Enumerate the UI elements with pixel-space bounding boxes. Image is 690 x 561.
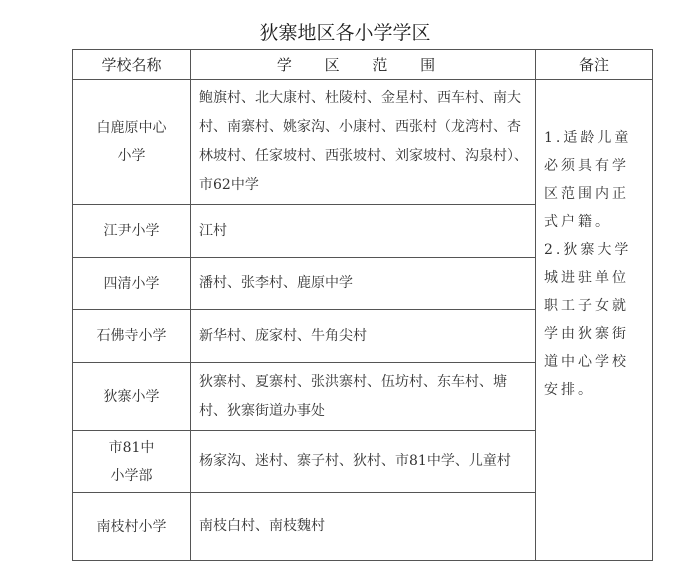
remarks-text	[544, 124, 636, 404]
school-name-line: 南枝村小学	[96, 518, 167, 535]
header-district-range: 学 区 范 围	[191, 50, 536, 80]
header-school-name: 学校名称	[73, 50, 191, 80]
district-range-cell: 杨家沟、迷村、寨子村、狄村、市81中学、儿童村	[191, 431, 536, 493]
school-name-cell	[73, 258, 191, 310]
remark-item-1: 1.适龄儿童必须具有学区范围内正式户籍。	[544, 130, 632, 230]
district-range-cell: 狄寨村、夏寨村、张洪寨村、伍坊村、东车村、塘村、狄寨街道办事处	[191, 363, 536, 431]
school-name-line: 石佛寺小学	[96, 328, 167, 344]
page-title: 狄寨地区各小学学区	[259, 22, 431, 44]
school-name-cell	[73, 310, 191, 363]
district-range-cell: 鲍旗村、北大康村、杜陵村、金星村、西车村、南大村、南寨村、姚家沟、小康村、西张村（龙湾村、杏林坡村、任家坡村、西张坡村、刘家坡村、沟泉村）、市62中学	[191, 80, 536, 205]
table-header-row	[73, 50, 653, 80]
table-row	[73, 80, 653, 205]
header-remarks: 备注	[536, 50, 653, 80]
school-name-line: 白鹿原中心	[96, 120, 167, 136]
school-name-cell	[73, 205, 191, 258]
school-name-line: 小学部	[110, 467, 153, 484]
district-range-cell: 南枝白村、南枝魏村	[191, 493, 536, 561]
school-name-line: 小学	[117, 148, 146, 164]
school-name-line: 江尹小学	[103, 223, 160, 239]
district-range-cell: 新华村、庞家村、牛角尖村	[191, 310, 536, 363]
school-name-cell	[73, 493, 191, 561]
school-district-table	[72, 49, 653, 561]
school-name-line: 四清小学	[103, 275, 160, 292]
school-name-line: 狄寨小学	[103, 388, 160, 405]
remarks-cell	[536, 80, 653, 561]
district-range-cell: 江村	[191, 205, 536, 258]
school-name-line: 市81中	[108, 439, 155, 456]
district-range-cell: 潘村、张李村、鹿原中学	[191, 258, 536, 310]
school-name-cell	[73, 80, 191, 205]
school-name-cell	[73, 431, 191, 493]
remark-item-2: 2.狄寨大学城进驻单位职工子女就学由狄寨街道中心学校安排。	[544, 242, 632, 398]
school-name-cell	[73, 363, 191, 431]
